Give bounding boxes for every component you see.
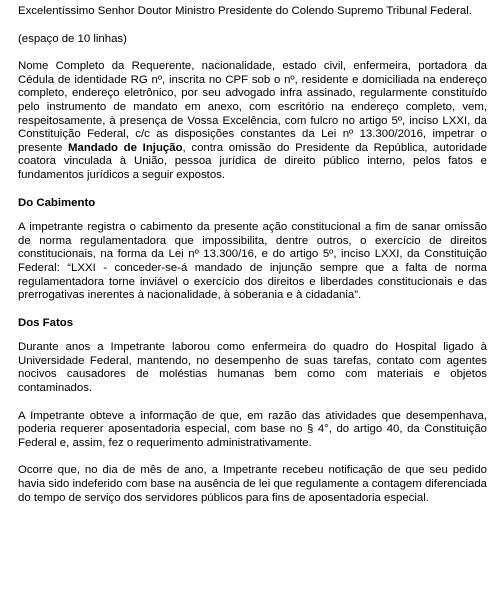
cabimento-paragraph: A impetrante registra o cabimento da presente ação constitucional a fim de sanar omissão de norma regulamentadora que impossibilita, dentre outros, o exercício de direitos constitucionais, na forma da Lei nº 13.300/16, e do artigo 5º, inciso LXXI, da Constituição Federal: “LXXI - conceder-se-á mandado de injunção sempre que a falta de norma regulamentadora torne inviável o exercício dos direitos e liberdades constitucionais e das prerrogativas inerentes à nacionalidade, à soberania e à cidadania”.: [18, 221, 487, 302]
spacing-note: (espaço de 10 linhas): [18, 32, 127, 45]
section-heading-fatos: Dos Fatos: [18, 316, 74, 329]
fatos-paragraph-3: Ocorre que, no dia de mês de ano, a Impetrante recebeu notificação de que seu pedido havia sido indeferido com base na ausência de lei que regulamente a contagem diferenciada do tempo de serviço dos servidores públicos para fins de aposentadoria especial.: [18, 464, 487, 504]
qualification-text-start: Nome Completo da Requerente, nacionalidade, estado civil, enfermeira, portadora da Cédula de identidade RG nº, inscrita no CPF sob o nº, residente e domiciliada na endereço completo, endereço eletrônico, por seu advogado infra assinado, regularmente constituído pelo instrumento de mandato em anexo, com escritório na endereço completo, vem, respeitosamente, à presença de Vossa Excelência, com fulcro no artigo 5º, inciso LXXI, da Constituição Federal, c/c as disposições constantes da Lei nº 13.300/2016, impetrar o presente: [18, 60, 487, 154]
fatos-paragraph-1: Durante anos a Impetrante laborou como enfermeira do quadro do Hospital ligado à Universidade Federal, mantendo, no desempenho de suas tarefas, contato com agentes nocivos causadores de moléstias humanas bem como com materiais e objetos contaminados.: [18, 341, 487, 395]
address-paragraph: Excelentíssimo Senhor Doutor Ministro Presidente do Colendo Supremo Tribunal Federal.: [18, 5, 472, 17]
qualification-text-end: , contra omissão do Presidente da República, autoridade coatora vinculada à União, pessoa jurídica de direito público interno, pelos fatos e fundamentos jurídicos a seguir expostos.: [18, 141, 487, 181]
qualification-paragraph: [18, 60, 487, 182]
fatos-paragraph-2: A Impetrante obteve a informação de que, em razão das atividades que desempenhava, poderia requerer aposentadoria especial, com base no § 4°, do artigo 40, da Constituição Federal e, assim, fez o requerimento administrativamente.: [18, 409, 487, 449]
section-heading-cabimento: Do Cabimento: [18, 196, 96, 209]
action-title-bold: Mandado de Injução: [68, 141, 183, 154]
